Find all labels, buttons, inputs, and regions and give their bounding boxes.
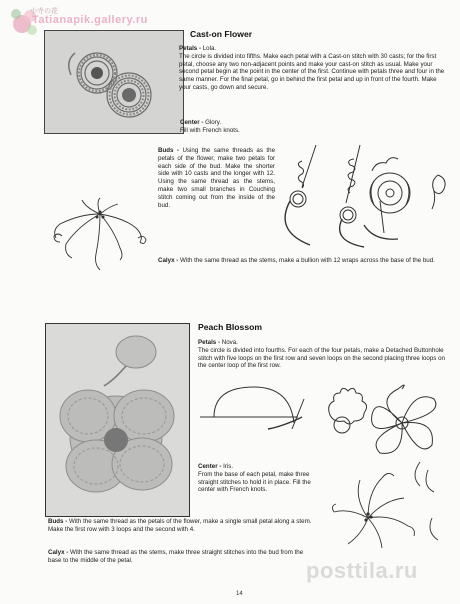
section2-petals-label: Petals - (198, 339, 222, 346)
section2-petals-body: The circle is divided into fourths. For each of the four petals, make a Detached Buttonhole stitch with five loops on the first row and seven loops on the second placing three loops on the center loop of the first row. (198, 346, 445, 370)
section1-center-body: Fill with French knots. (180, 126, 240, 134)
section1-title: Cast-on Flower (190, 29, 253, 39)
section2-buds-label: Buds - (48, 518, 69, 525)
cast-on-flower-photo (44, 30, 184, 134)
watermark-caption: 小寺の花 (30, 8, 58, 15)
detached-buttonhole-diagrams (200, 383, 450, 461)
section1-petals-body: The circle is divided into fifths. Make each petal with a Cast-on stitch with 30 casts; for the first petal, choose any two non-adjacent points and make your cast-on stitch as usual. Make your second petal begin at the point in the center of the first. Continue with petals three and four in the same manner. For the final petal, go in behind the first petal and up in front of the fourth. Make your casts, go down and secure. (179, 52, 445, 91)
section1-center-text (180, 119, 280, 135)
section1-buds-body: Using the same threads as the petals of the flower, make two petals for each side of the bud. Make the shorter side with 10 casts and the longer with 12. Using the same thread as the stems, make two small branches in Couching stitch coming out from the inside of the bud. (158, 147, 276, 209)
section1-calyx-label: Calyx - (158, 257, 181, 264)
section2-calyx-text (48, 549, 318, 565)
section1-buds-label: Buds - (158, 147, 183, 154)
section2-calyx-label: Calyx - (48, 549, 71, 556)
section1-center-label: Center - (180, 119, 206, 126)
bud-diagram (40, 196, 158, 274)
section2-center-body: From the base of each petal, make three straight stitches to hold it in place. Fill the center with French knots. (198, 470, 311, 494)
watermark-site: Tatianapik.gallery.ru (32, 14, 148, 26)
section1-calyx-body: With the same thread as the stems, make a bullion with 12 wraps across the base of the bud. (180, 257, 435, 264)
section2-buds-text (48, 518, 324, 534)
section2-buds-body: With the same thread as the petals of the flower, make a single small petal along a stem. Make the first row with 3 loops and the second with 4. (48, 518, 312, 533)
section2-center-value: Iris. (223, 463, 234, 470)
page-number: 14 (236, 591, 243, 597)
brand-watermark: posttila.ru (306, 558, 418, 583)
section1-center-value: Glory. (205, 119, 222, 126)
section2-center-text (198, 463, 324, 494)
peach-bud-diagram (328, 458, 450, 568)
section1-calyx-text (158, 257, 448, 265)
section2-calyx-body: With the same thread as the stems, make three straight stitches into the bud from the base to the middle of the petal. (48, 549, 304, 564)
peach-blossom-photo (45, 323, 190, 517)
section2-petals-value: Nova. (221, 339, 238, 346)
section2-center-label: Center - (198, 463, 224, 470)
section1-buds-text (158, 147, 275, 209)
section2-petals-text (198, 339, 447, 370)
section1-petals-value: Lola. (202, 45, 217, 52)
section1-petals-text (179, 45, 446, 92)
section1-petals-label: Petals - (179, 45, 203, 52)
section2-title: Peach Blossom (198, 322, 262, 332)
cast-on-stitch-diagrams (276, 141, 452, 249)
